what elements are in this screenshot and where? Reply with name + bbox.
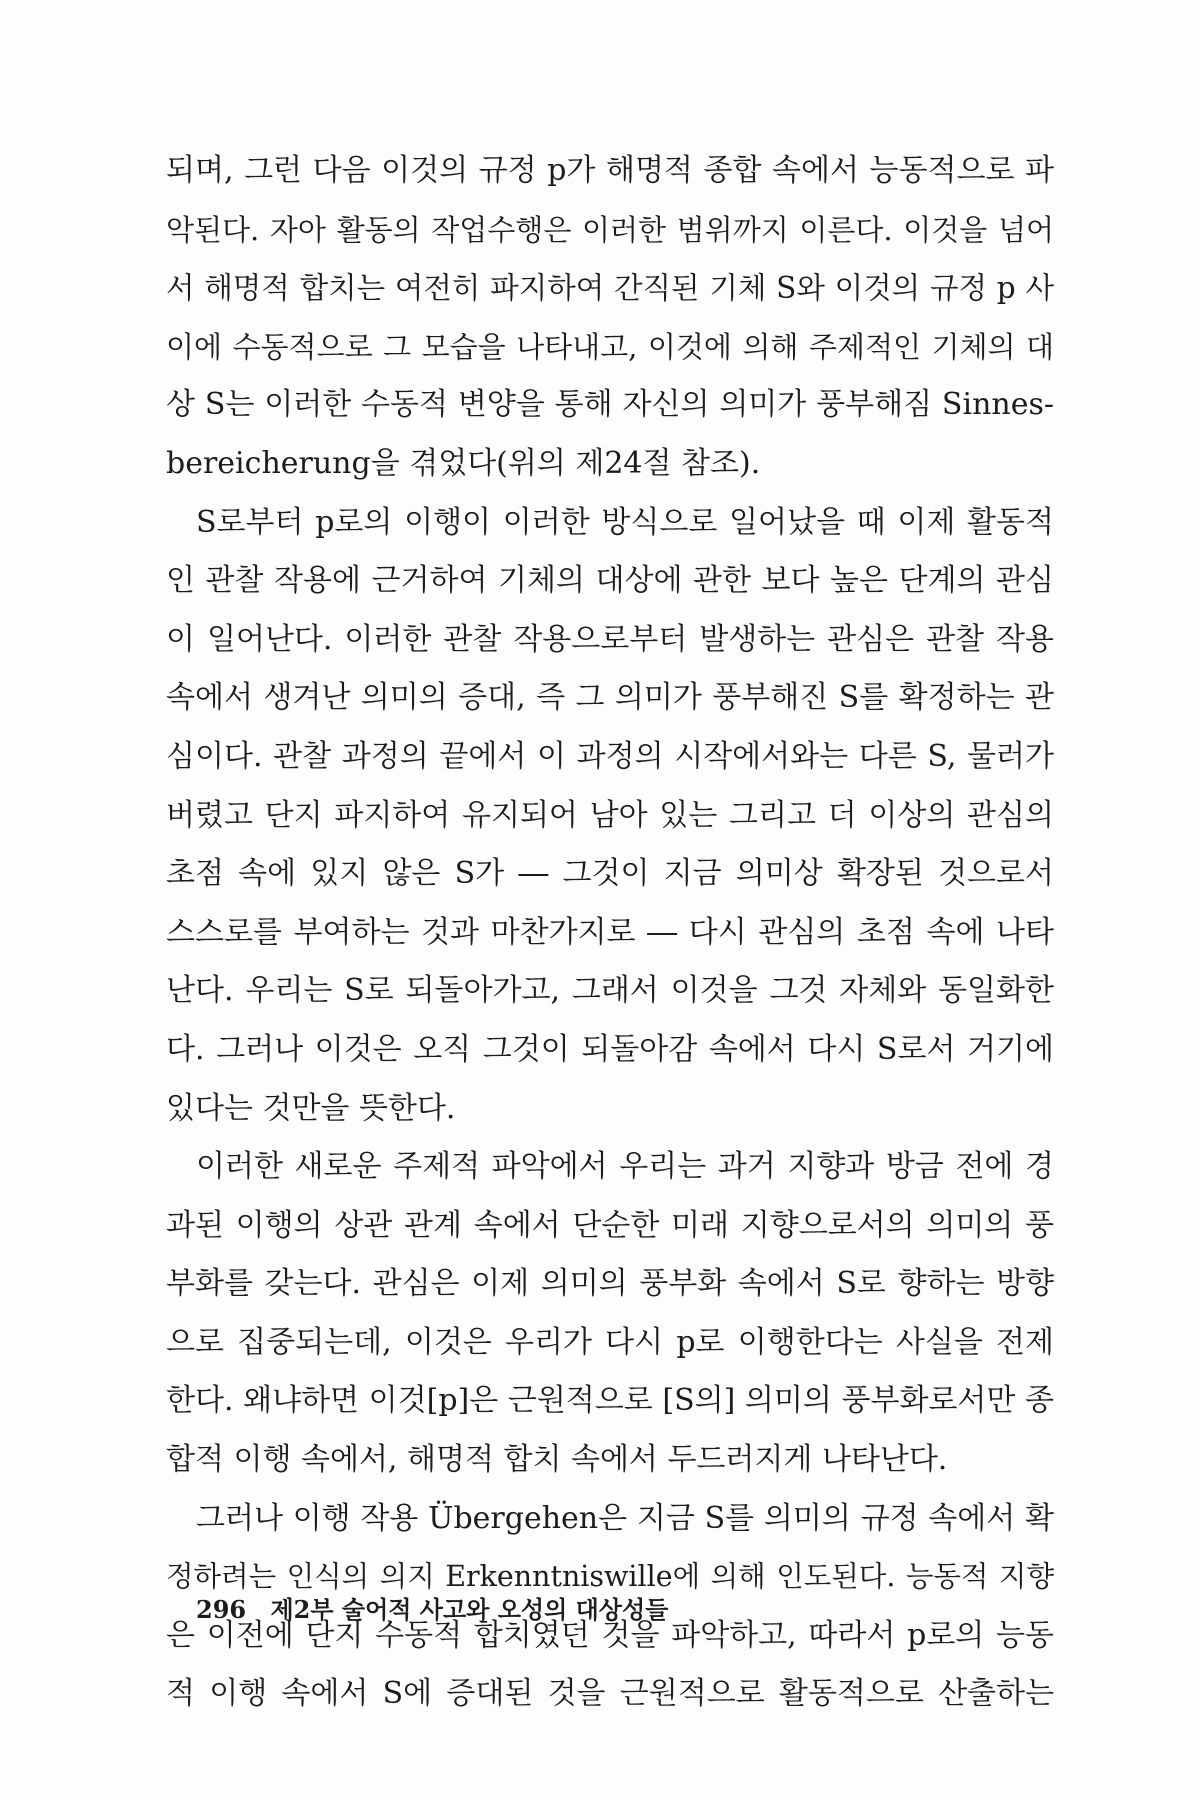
text-line: 심이다. 관찰 과정의 끝에서 이 과정의 시작에서와는 다른 S, 물러가 (166, 738, 1054, 774)
text-line: 스스로를 부여하는 것과 마찬가지로 ― 다시 관심의 초점 속에 나타 (166, 914, 1054, 950)
text-line: 합적 이행 속에서, 해명적 합치 속에서 두드러지게 나타난다. (166, 1442, 948, 1478)
text-line: 이러한 새로운 주제적 파악에서 우리는 과거 지향과 방금 전에 경 (196, 1149, 1054, 1185)
text-line: 난다. 우리는 S로 되돌아가고, 그래서 이것을 그것 자체와 동일화한 (166, 973, 1054, 1009)
text-line: 악된다. 자아 활동의 작업수행은 이러한 범위까지 이른다. 이것을 넘어 (166, 212, 1054, 247)
text-line: 있다는 것만을 뜻한다. (166, 1090, 456, 1126)
text-line: 버렸고 단지 파지하여 유지되어 남아 있는 그리고 더 이상의 관심의 (166, 797, 1054, 833)
text-line: 정하려는 인식의 의지 Erkenntniswille에 의해 인도된다. 능동적 지향 (166, 1560, 1054, 1594)
text-line: 적 이행 속에서 S에 증대된 것을 근원적으로 활동적으로 산출하는 (166, 1676, 1054, 1712)
text-line: 서 해명적 합치는 여전히 파지하여 간직된 기체 S와 이것의 규정 p 사 (166, 271, 1054, 306)
text-line: 과된 이행의 상관 관계 속에서 단순한 미래 지향으로서의 의미의 풍 (166, 1207, 1054, 1243)
text-line: bereicherung을 겪었다(위의 제24절 참조). (166, 445, 761, 481)
text-line: 되며, 그런 다음 이것의 규정 p가 해명적 종합 속에서 능동적으로 파 (166, 153, 1054, 188)
text-line: 상 S는 이러한 수동적 변양을 통해 자신의 의미가 풍부해짐 Sinnes- (166, 387, 1054, 423)
text-line: 은 이전에 단지 수동적 합치였던 것을 파악하고, 따라서 p로의 능동 (166, 1617, 1054, 1653)
text-line: S로부터 p로의 이행이 이러한 방식으로 일어났을 때 이제 활동적 (196, 504, 1054, 540)
text-line: 인 관찰 작용에 근거하여 기체의 대상에 관한 보다 높은 단계의 관심 (166, 563, 1054, 599)
text-line: 이에 수동적으로 그 모습을 나타내고, 이것에 의해 주제적인 기체의 대 (166, 329, 1054, 364)
text-line: 한다. 왜냐하면 이것[p]은 근원적으로 [S의] 의미의 풍부화로서만 종 (166, 1383, 1054, 1419)
text-line: 이 일어난다. 이러한 관찰 작용으로부터 발생하는 관심은 관찰 작용 (166, 621, 1054, 657)
text-line: 초점 속에 있지 않은 S가 ― 그것이 지금 의미상 확장된 것으로서 (166, 856, 1054, 892)
page-number: 296 (196, 1595, 247, 1624)
text-line: 다. 그러나 이것은 오직 그것이 되돌아감 속에서 다시 S로서 거기에 (166, 1031, 1054, 1067)
text-line: 으로 집중되는데, 이것은 우리가 다시 p로 이행한다는 사실을 전제 (166, 1324, 1054, 1360)
text-line: 속에서 생겨난 의미의 증대, 즉 그 의미가 풍부해진 S를 확정하는 관 (166, 680, 1054, 716)
text-line: 그러나 이행 작용 Übergehen은 지금 S를 의미의 규정 속에서 확 (196, 1500, 1054, 1536)
page-footer (196, 1590, 668, 1625)
text-line: 부화를 갖는다. 관심은 이제 의미의 풍부화 속에서 S로 향하는 방향 (166, 1266, 1054, 1302)
body-text (166, 142, 1054, 1724)
running-title: 제2부 술어적 사고와 오성의 대상성들 (270, 1595, 669, 1624)
